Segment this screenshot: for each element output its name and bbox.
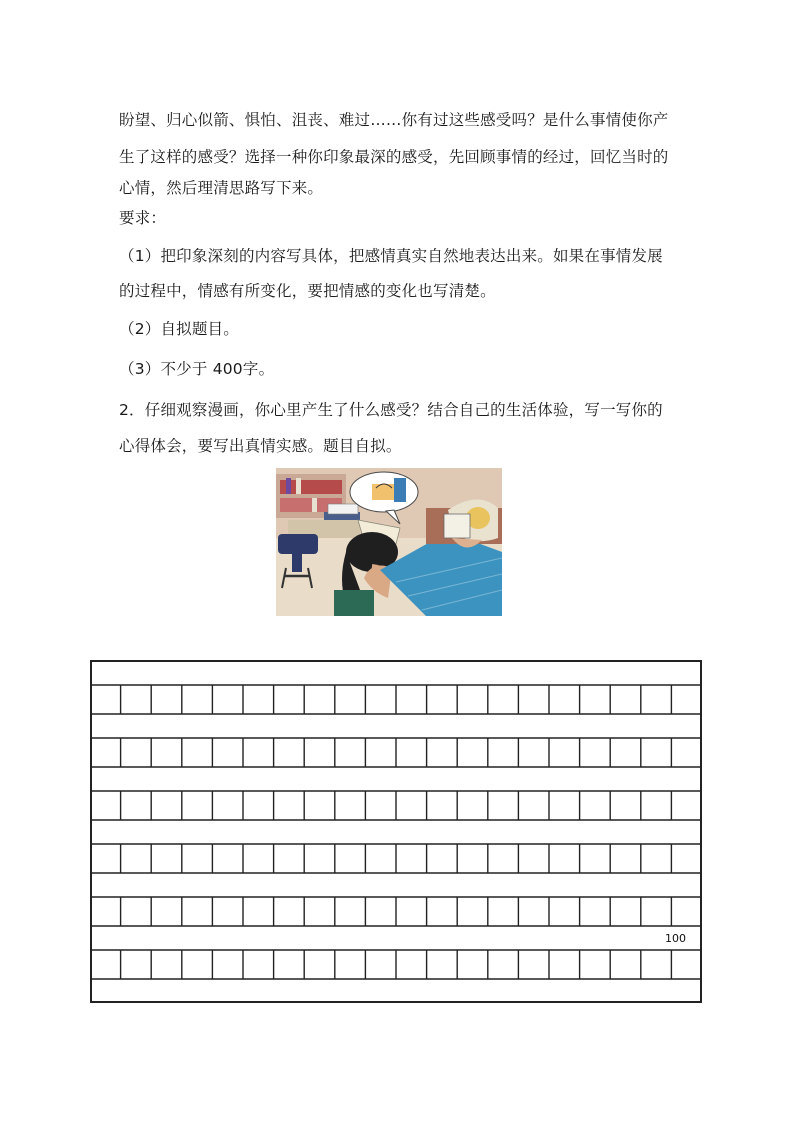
task-line: 盼望、归心似箭、惧怕、沮丧、难过……你有过这些感受吗？是什么事情使你产 bbox=[119, 111, 669, 129]
requirements-heading: 要求： bbox=[119, 209, 167, 227]
task-line: 生了这样的感受？选择一种你印象最深的感受，先回顾事情的经过，回忆当时的 bbox=[119, 148, 669, 166]
task-line: 心情，然后理清思路写下来。 bbox=[119, 179, 324, 197]
task-2-prompt: 2．仔细观察漫画，你心里产生了什么感受？结合自己的生活体验，写一写你的 bbox=[119, 401, 663, 419]
requirement-3: （3）不少于 400字。 bbox=[119, 360, 275, 378]
character-count-mark: 100 bbox=[665, 932, 686, 945]
writing-grid[interactable] bbox=[90, 660, 702, 1003]
requirement-1: （1）把印象深刻的内容写具体，把感情真实自然地表达出来。如果在事情发展 bbox=[119, 247, 663, 265]
task-2-prompt-cont: 心得体会，要写出真情实感。题目自拟。 bbox=[119, 437, 402, 455]
requirement-2: （2）自拟题目。 bbox=[119, 320, 239, 338]
requirement-1-cont: 的过程中，情感有所变化，要把情感的变化也写清楚。 bbox=[119, 282, 496, 300]
cartoon-illustration bbox=[276, 468, 502, 616]
